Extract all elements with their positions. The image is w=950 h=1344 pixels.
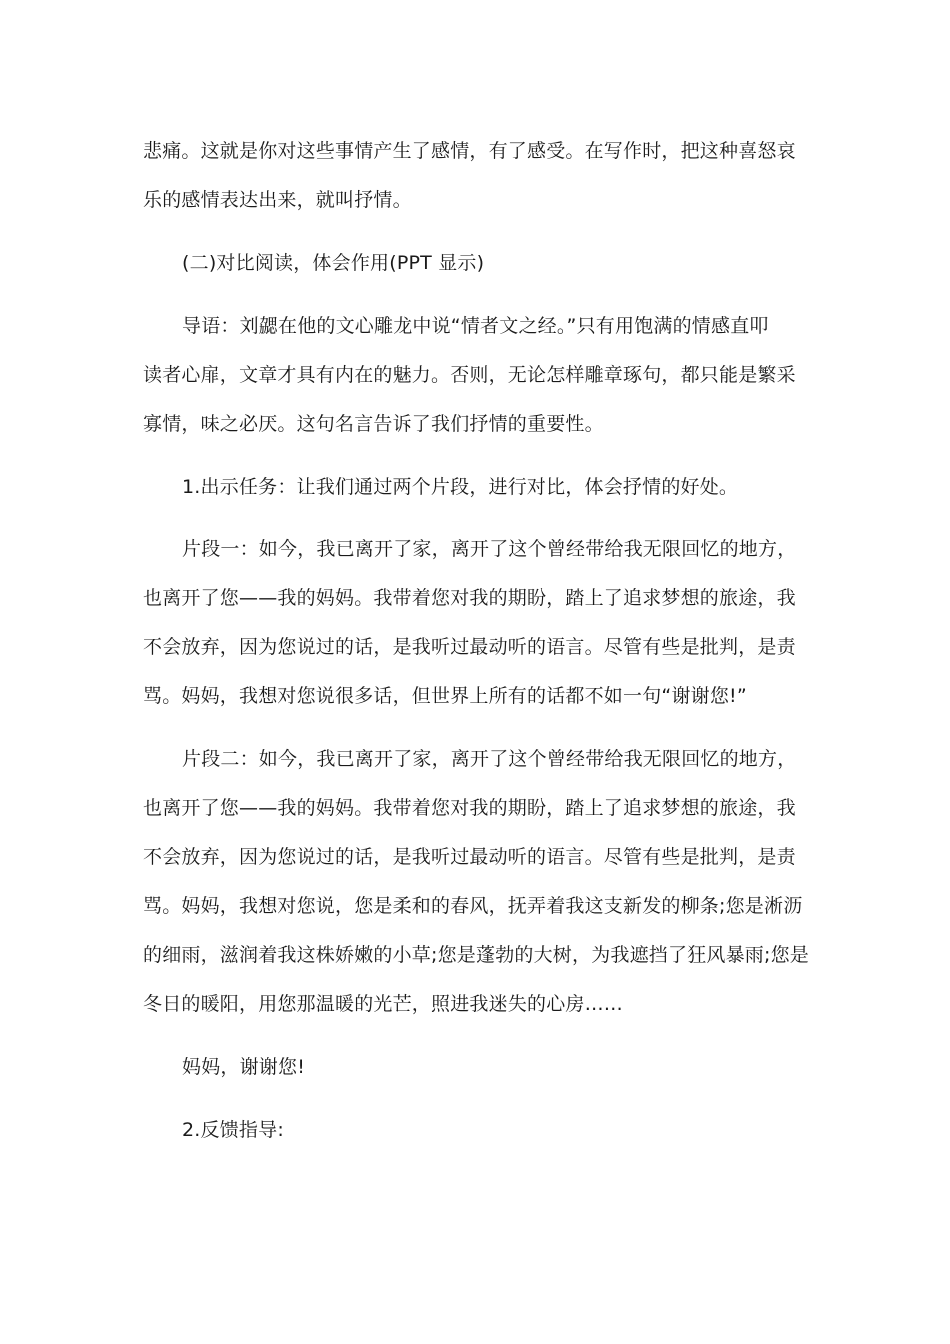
text-line: 也离开了您——我的妈妈。我带着您对我的期盼，踏上了追求梦想的旅途，我 xyxy=(143,587,796,609)
text-line: 乐的感情表达出来，就叫抒情。 xyxy=(143,189,412,211)
text-line: 读者心扉，文章才具有内在的魅力。否则，无论怎样雕章琢句，都只能是繁采 xyxy=(143,364,796,386)
text-line: 寡情，味之必厌。这句名言告诉了我们抒情的重要性。 xyxy=(143,413,604,435)
section-heading: (二)对比阅读，体会作用(PPT 显示) xyxy=(182,252,485,274)
text-line: 也离开了您——我的妈妈。我带着您对我的期盼，踏上了追求梦想的旅途，我 xyxy=(143,797,796,819)
text-line: 片段一：如今，我已离开了家，离开了这个曾经带给我无限回忆的地方， xyxy=(182,538,797,560)
text-line: 冬日的暖阳，用您那温暖的光芒，照进我迷失的心房…… xyxy=(143,993,624,1015)
text-line: 导语：刘勰在他的文心雕龙中说“情者文之经。”只有用饱满的情感直叩 xyxy=(182,315,769,337)
text-line: 妈妈，谢谢您! xyxy=(182,1056,306,1078)
text-line: 悲痛。这就是你对这些事情产生了感情，有了感受。在写作时，把这种喜怒哀 xyxy=(143,140,796,162)
text-line: 不会放弃，因为您说过的话，是我听过最动听的语言。尽管有些是批判，是责 xyxy=(143,846,796,868)
text-line: 2.反馈指导: xyxy=(182,1119,284,1141)
text-line: 的细雨，滋润着我这株娇嫩的小草;您是蓬勃的大树，为我遮挡了狂风暴雨;您是 xyxy=(143,944,810,966)
text-line: 骂。妈妈，我想对您说，您是柔和的春风，抚弄着我这支新发的柳条;您是淅沥 xyxy=(143,895,803,917)
text-line: 不会放弃，因为您说过的话，是我听过最动听的语言。尽管有些是批判，是责 xyxy=(143,636,796,658)
text-line: 片段二：如今，我已离开了家，离开了这个曾经带给我无限回忆的地方， xyxy=(182,748,797,770)
text-line: 1.出示任务：让我们通过两个片段，进行对比，体会抒情的好处。 xyxy=(182,476,739,498)
text-line: 骂。妈妈，我想对您说很多话，但世界上所有的话都不如一句“谢谢您!” xyxy=(143,685,747,707)
